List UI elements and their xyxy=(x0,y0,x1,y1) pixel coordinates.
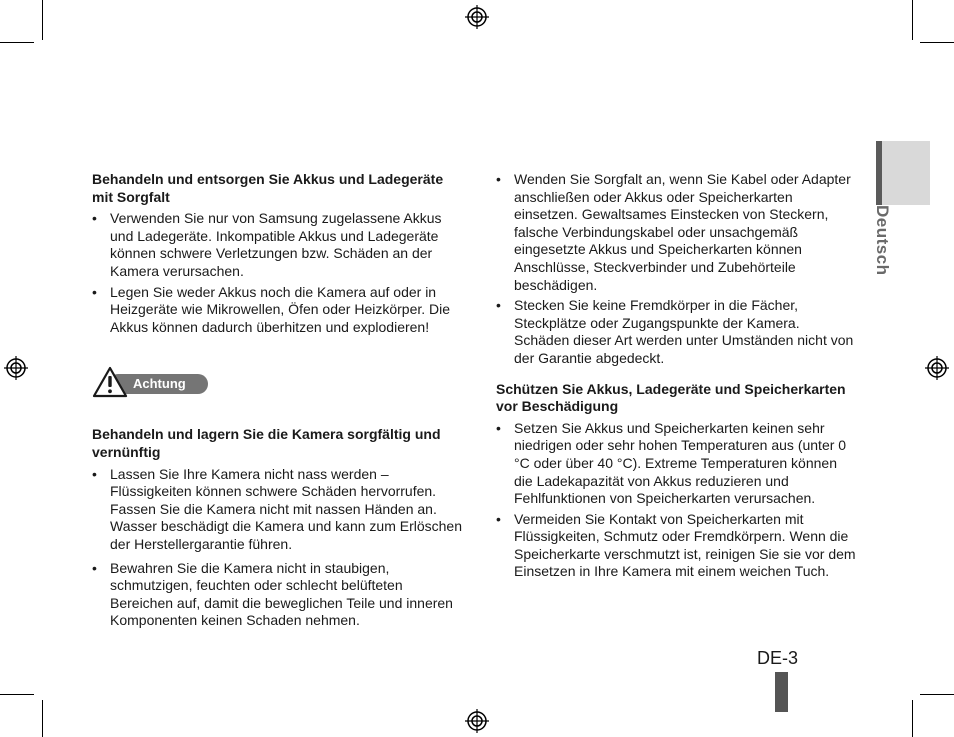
list-item xyxy=(496,297,858,367)
registration-mark-icon xyxy=(4,356,28,380)
list-item xyxy=(496,511,858,581)
warning-icon xyxy=(92,366,128,398)
bullet-list xyxy=(496,420,858,581)
crop-mark xyxy=(42,0,43,40)
list-item-text: Legen Sie weder Akkus noch die Kamera auf oder in Heizgeräte wie Mikrowellen, Öfen oder Heizkörper. Die Akkus können dadurch überhitzen und explodieren! xyxy=(110,283,451,335)
bullet-icon: • xyxy=(92,283,97,300)
caution-label: Achtung xyxy=(108,374,208,394)
bullet-list xyxy=(92,210,462,336)
right-column xyxy=(496,171,858,584)
list-item-text: Wenden Sie Sorgfalt an, wenn Sie Kabel oder Adapter anschließen oder Akkus oder Speicherkarten einsetzen. Gewaltsames Einstecken von Steckern, falsche Verbindungskabel oder unsachgemäß eingesetzte Akkus und Speicherkarten können Anschlüsse, Steckverbinder und Zubehörteile beschädigen. xyxy=(514,171,851,293)
crop-mark xyxy=(0,694,34,695)
list-item-text: Stecken Sie keine Fremdkörper in die Fächer, Steckplätze oder Zugangspunkte der Kamera. Schäden dieser Art werden unter Umständen nicht von der Garantie abgedeckt. xyxy=(514,297,854,366)
list-item-text: Setzen Sie Akkus und Speicherkarten keinen sehr niedrigen oder sehr hohen Temperaturen aus (unter 0 °C oder über 40 °C). Extreme Temperaturen können die Ladekapazität von Akkus reduzieren und Fehlfunktionen von Speicherkarten verursachen. xyxy=(514,419,847,507)
crop-mark xyxy=(0,42,34,43)
list-item xyxy=(92,560,462,630)
section-heading: Behandeln und entsorgen Sie Akkus und Ladegeräte mit Sorgfalt xyxy=(92,171,444,205)
section-heading: Schützen Sie Akkus, Ladegeräte und Speicherkarten vor Beschädigung xyxy=(496,380,846,415)
list-item xyxy=(92,210,462,280)
bullet-icon: • xyxy=(92,559,97,576)
bullet-icon: • xyxy=(92,210,97,227)
bullet-icon: • xyxy=(92,465,97,482)
bullet-icon: • xyxy=(496,171,501,187)
list-item xyxy=(92,284,462,337)
language-tab-label: Deutsch xyxy=(873,205,892,276)
list-item xyxy=(496,420,858,508)
list-item xyxy=(496,171,858,294)
bullet-list xyxy=(92,466,462,630)
page-number-bar xyxy=(775,672,788,712)
page-number: DE-3 xyxy=(757,648,799,668)
registration-mark-icon xyxy=(465,5,489,29)
bullet-icon: • xyxy=(496,419,501,436)
left-column xyxy=(92,171,462,633)
list-item-text: Vermeiden Sie Kontakt von Speicherkarten mit Flüssigkeiten, Schmutz oder Fremdkörpern. Wenn die Speicherkarte verschmutzt ist, reinigen Sie sie vor dem Einsetzen in Ihre Kamera mit einem weichen Tuch. xyxy=(514,510,856,580)
section-heading: Behandeln und lagern Sie die Kamera sorgfältig und vernünftig xyxy=(92,426,441,460)
crop-mark xyxy=(920,42,954,43)
bullet-list xyxy=(496,171,858,368)
language-tab-block xyxy=(876,141,930,205)
crop-mark xyxy=(912,0,913,40)
list-item-text: Lassen Sie Ihre Kamera nicht nass werden – Flüssigkeiten können schwere Schäden hervorrufen. Fassen Sie die Kamera nicht mit nassen Händen an. Wasser beschädigt die Kamera und kann zum Erlöschen der Herstellergarantie führen. xyxy=(110,465,462,552)
bullet-icon: • xyxy=(496,510,501,527)
crop-mark xyxy=(920,694,954,695)
crop-mark xyxy=(42,700,43,737)
registration-mark-icon xyxy=(925,356,949,380)
caution-badge xyxy=(92,366,462,402)
list-item xyxy=(92,466,462,554)
registration-mark-icon xyxy=(465,709,489,733)
list-item-text: Bewahren Sie die Kamera nicht in staubigen, schmutzigen, feuchten oder schlecht belüfteten Bereichen auf, damit die beweglichen Teile und inneren Komponenten keinen Schaden nehmen. xyxy=(110,559,453,629)
crop-mark xyxy=(912,700,913,737)
bullet-icon: • xyxy=(496,297,501,314)
language-tab-bar xyxy=(876,141,882,205)
list-item-text: Verwenden Sie nur von Samsung zugelassene Akkus und Ladegeräte. Inkompatible Akkus und Ladegeräte können schwere Verletzungen bzw. Schäden an der Kamera verursachen. xyxy=(110,210,442,279)
